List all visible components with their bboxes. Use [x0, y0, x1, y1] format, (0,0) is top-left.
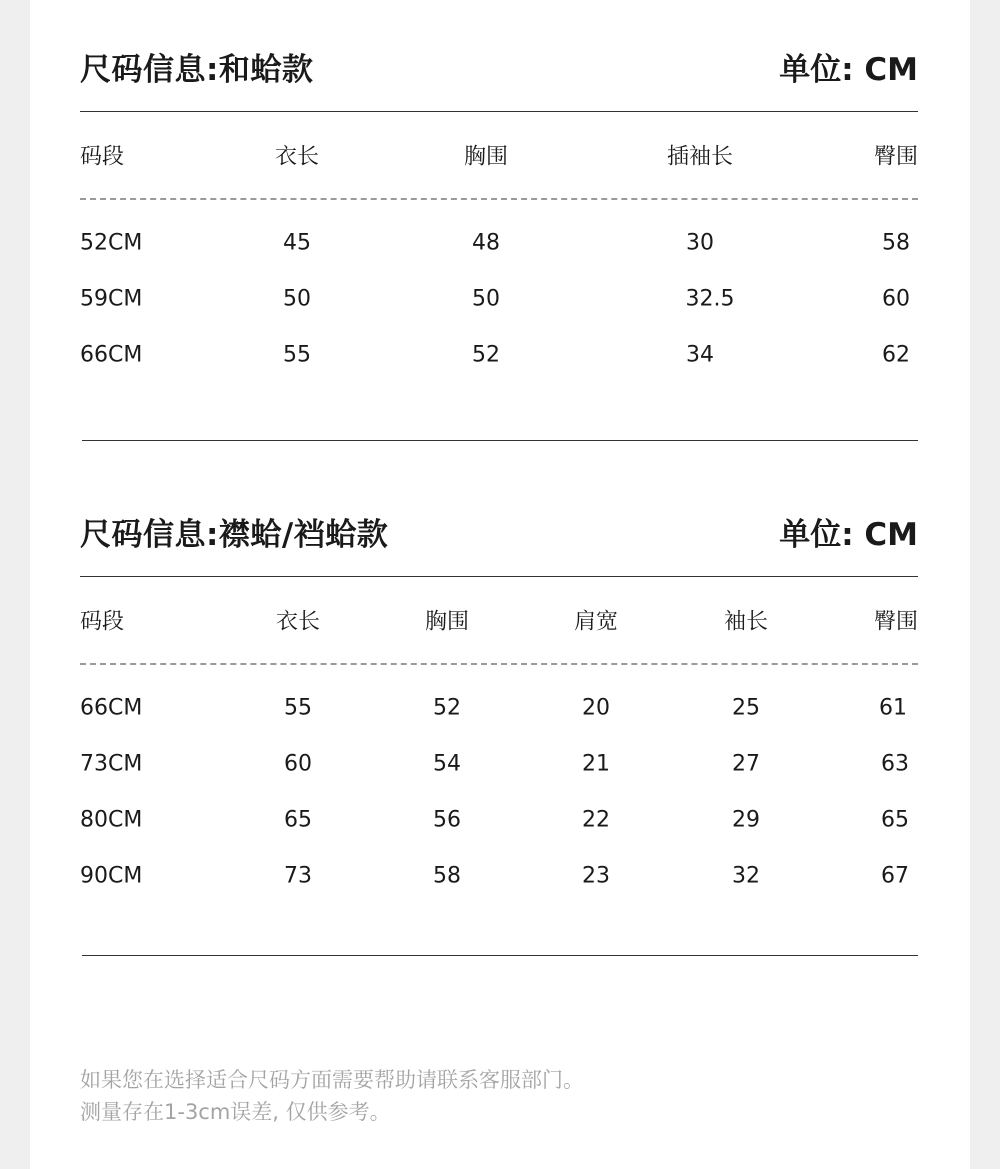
table-cell: 52	[472, 342, 500, 368]
table-row	[80, 736, 918, 792]
table-cell: 65	[284, 807, 312, 833]
table-cell: 30	[686, 230, 714, 256]
table-row	[80, 848, 918, 904]
size-table-section-2	[80, 505, 918, 904]
size-chart-card	[30, 0, 970, 1169]
table-cell: 58	[433, 863, 461, 889]
table-cell: 20	[582, 695, 610, 721]
table-row	[80, 271, 918, 327]
size-table-section-1	[80, 40, 918, 383]
table-cell: 21	[582, 751, 610, 777]
column-header: 胸围	[463, 144, 509, 170]
unit-label: 单位: CM	[779, 51, 918, 88]
table-cell: 29	[732, 807, 760, 833]
table-row	[80, 680, 918, 736]
table-cell: 59CM	[80, 286, 143, 312]
section-end-divider	[82, 955, 918, 956]
table-cell: 60	[284, 751, 312, 777]
section-header	[80, 40, 918, 92]
table-cell: 73	[284, 863, 312, 889]
table-cell: 32.5	[685, 286, 735, 312]
column-header: 胸围	[424, 609, 470, 635]
column-header: 插袖长	[666, 144, 734, 170]
table-cell: 32	[732, 863, 760, 889]
table-cell: 65	[881, 807, 909, 833]
table-cell: 48	[472, 230, 500, 256]
table-cell: 66CM	[80, 695, 143, 721]
section-header	[80, 505, 918, 557]
table-cell: 60	[882, 286, 910, 312]
table-cell: 80CM	[80, 807, 143, 833]
measurement-notes	[80, 1064, 920, 1128]
table-cell: 66CM	[80, 342, 143, 368]
column-header: 肩宽	[573, 609, 619, 635]
column-header: 码段	[80, 144, 125, 170]
column-header: 臀围	[873, 609, 918, 635]
table-cell: 54	[433, 751, 461, 777]
column-header: 衣长	[274, 144, 320, 170]
table-cell: 73CM	[80, 751, 143, 777]
column-header: 码段	[80, 609, 125, 635]
table-header-row	[80, 112, 918, 198]
table-cell: 55	[284, 695, 312, 721]
note-line: 测量存在1-3cm误差, 仅供参考。	[80, 1100, 391, 1124]
table-cell: 50	[283, 286, 311, 312]
column-header: 臀围	[873, 144, 918, 170]
section-end-divider	[82, 440, 918, 441]
note-line: 如果您在选择适合尺码方面需要帮助请联系客服部门。	[80, 1068, 584, 1092]
column-header: 袖长	[723, 609, 769, 635]
table-cell: 23	[582, 863, 610, 889]
table-cell: 90CM	[80, 863, 143, 889]
table-cell: 52CM	[80, 230, 143, 256]
table-cell: 62	[882, 342, 910, 368]
table-cell: 55	[283, 342, 311, 368]
table-cell: 56	[433, 807, 461, 833]
table-row	[80, 327, 918, 383]
table-cell: 25	[732, 695, 760, 721]
column-header: 衣长	[275, 609, 321, 635]
table-cell: 50	[472, 286, 500, 312]
table-row	[80, 215, 918, 271]
section-title: 尺码信息:和蛤款	[80, 51, 314, 88]
table-cell: 67	[881, 863, 909, 889]
table-cell: 58	[882, 230, 910, 256]
unit-label: 单位: CM	[779, 516, 918, 553]
section-title: 尺码信息:襟蛤/裆蛤款	[80, 516, 389, 553]
table-cell: 61	[879, 695, 907, 721]
table-row	[80, 792, 918, 848]
table-cell: 45	[283, 230, 311, 256]
table-cell: 22	[582, 807, 610, 833]
table-cell: 27	[732, 751, 760, 777]
table-cell: 52	[433, 695, 461, 721]
table-cell: 34	[686, 342, 714, 368]
table-cell: 63	[881, 751, 909, 777]
table-header-row	[80, 577, 918, 663]
